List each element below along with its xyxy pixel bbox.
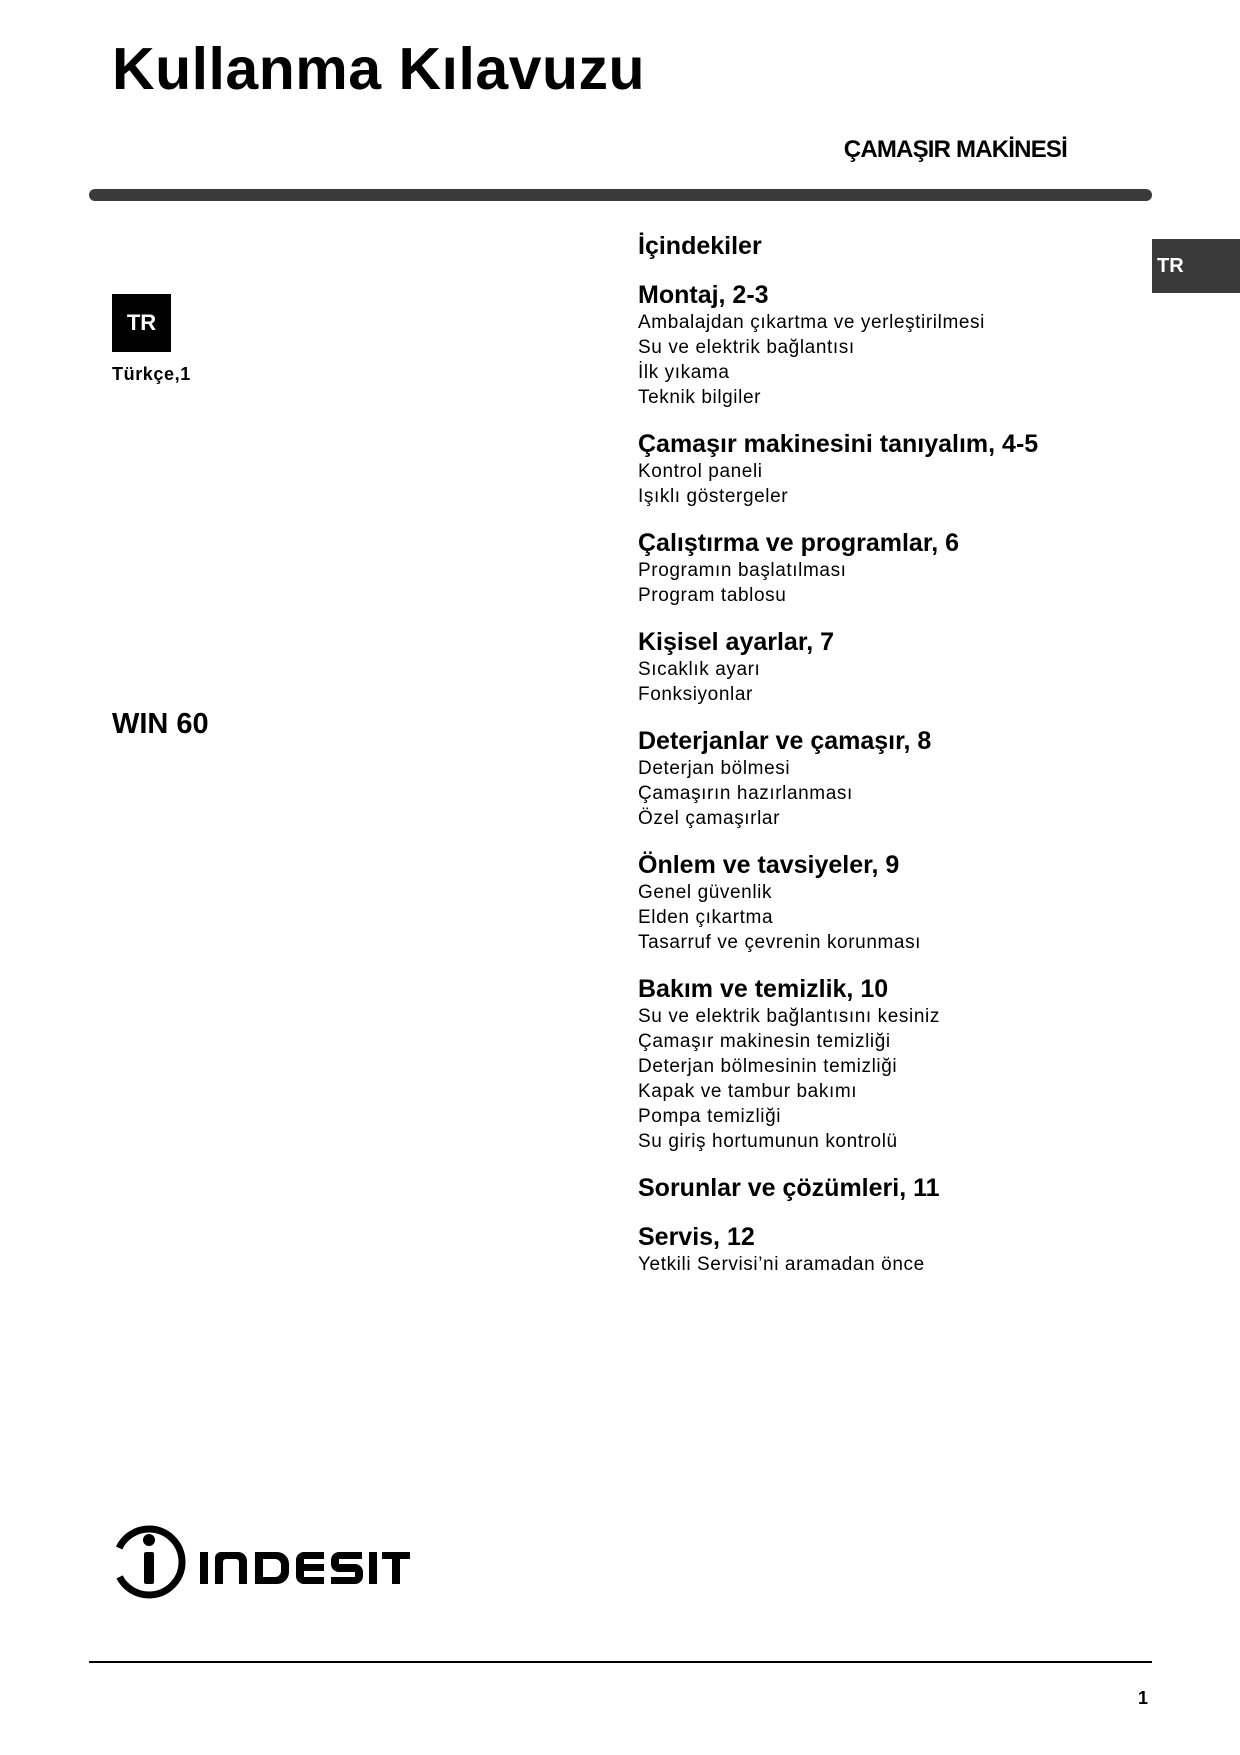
indesit-logo	[112, 1522, 412, 1602]
toc-item: Program tablosu	[638, 585, 787, 606]
toc-section	[638, 528, 1138, 608]
toc-section	[638, 726, 1138, 831]
toc-section-title: Çalıştırma ve programlar, 6	[638, 529, 959, 557]
toc-section-title: Sorunlar ve çözümleri, 11	[638, 1174, 940, 1202]
toc-item: Programın başlatılması	[638, 560, 847, 581]
toc-item: Sıcaklık ayarı	[638, 659, 761, 680]
toc-section	[638, 850, 1138, 955]
toc-item: Su ve elektrik bağlantısını kesiniz	[638, 1006, 940, 1027]
toc-item: Yetkili Servisi’ni aramadan önce	[638, 1254, 925, 1275]
toc-section-title: Kişisel ayarlar, 7	[638, 628, 834, 656]
model-name: WIN 60	[112, 708, 209, 740]
toc-item: Kapak ve tambur bakımı	[638, 1081, 858, 1102]
toc-item: Çamaşır makinesin temizliği	[638, 1031, 891, 1052]
toc-section	[638, 429, 1138, 509]
toc-item: Elden çıkartma	[638, 907, 774, 928]
language-caption: Türkçe,1	[112, 364, 191, 384]
toc-item: İlk yıkama	[638, 362, 730, 383]
toc-section-title: Çamaşır makinesini tanıyalım, 4-5	[638, 430, 1039, 458]
table-of-contents	[638, 230, 1138, 1296]
toc-section	[638, 280, 1138, 410]
toc-item: Deterjan bölmesi	[638, 758, 791, 779]
toc-section	[638, 974, 1138, 1154]
language-side-tab: TR	[1152, 239, 1240, 293]
toc-item: Genel güvenlik	[638, 882, 773, 903]
toc-section	[638, 627, 1138, 707]
toc-section	[638, 1173, 1138, 1203]
toc-section-title: Montaj, 2-3	[638, 281, 769, 309]
bottom-divider	[89, 1661, 1152, 1663]
page-number: 1	[1138, 1688, 1149, 1708]
toc-item: Ambalajdan çıkartma ve yerleştirilmesi	[638, 312, 985, 333]
toc-item: Kontrol paneli	[638, 461, 763, 482]
document-title: Kullanma Kılavuzu	[112, 36, 646, 102]
toc-item: Pompa temizliği	[638, 1106, 782, 1127]
language-badge: TR	[112, 294, 171, 352]
toc-item: Işıklı göstergeler	[638, 486, 789, 507]
toc-section-title: Önlem ve tavsiyeler, 9	[638, 851, 900, 879]
toc-item: Teknik bilgiler	[638, 387, 762, 408]
toc-section	[638, 1222, 1138, 1277]
toc-item: Çamaşırın hazırlanması	[638, 783, 853, 804]
toc-section-title: Servis, 12	[638, 1223, 755, 1251]
toc-section-title: Deterjanlar ve çamaşır, 8	[638, 727, 932, 755]
top-divider	[89, 189, 1152, 201]
toc-item: Tasarruf ve çevrenin korunması	[638, 932, 922, 953]
toc-section-title: Bakım ve temizlik, 10	[638, 975, 889, 1003]
toc-item: Su giriş hortumunun kontrolü	[638, 1131, 898, 1152]
indesit-logo-icon	[112, 1522, 412, 1602]
toc-heading: İçindekiler	[638, 232, 762, 260]
toc-item: Fonksiyonlar	[638, 684, 753, 705]
toc-item: Su ve elektrik bağlantısı	[638, 337, 855, 358]
toc-item: Deterjan bölmesinin temizliği	[638, 1056, 898, 1077]
toc-item: Özel çamaşırlar	[638, 808, 781, 829]
product-type: ÇAMAŞIR MAKİNESİ	[843, 136, 1067, 163]
